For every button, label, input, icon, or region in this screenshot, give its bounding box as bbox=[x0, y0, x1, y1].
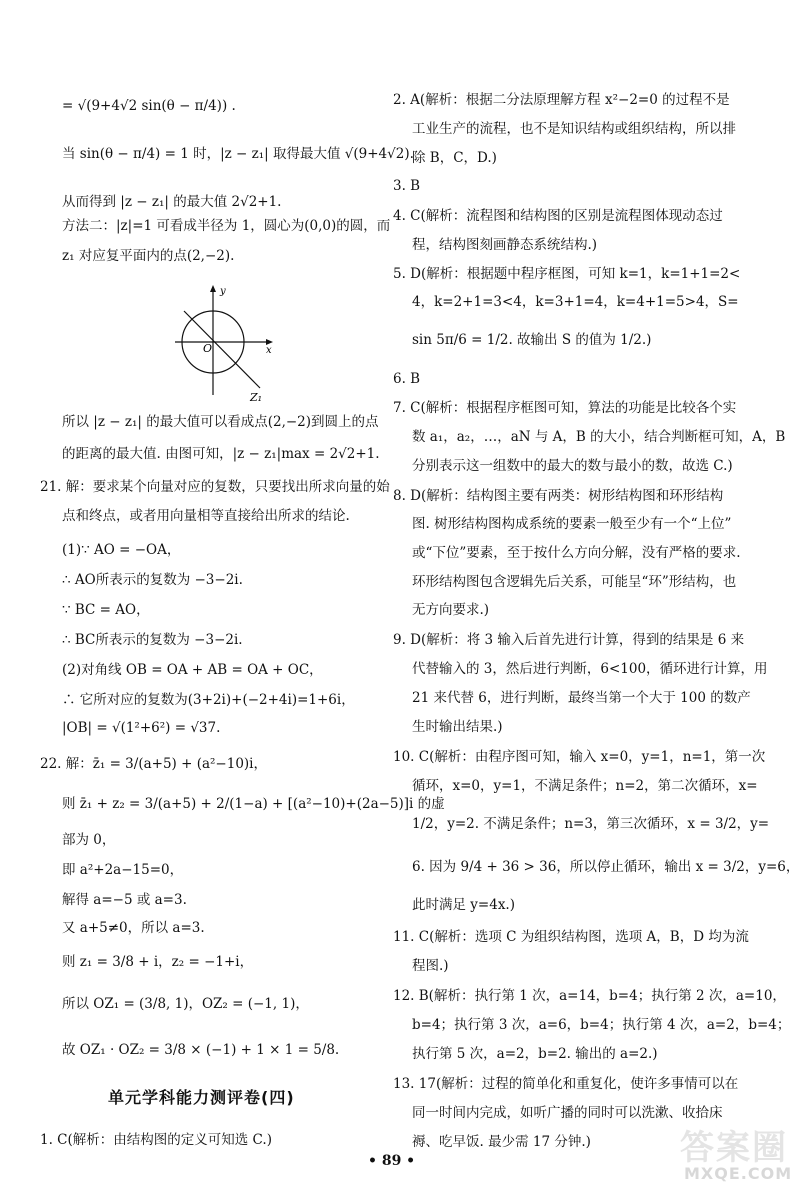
text-line: 从而得到 |z − z₁| 的最大值 2√2+1. bbox=[62, 194, 282, 210]
text-line: 生时输出结果.) bbox=[412, 719, 503, 735]
diagonal-line bbox=[184, 311, 260, 388]
answer-item-11: 11. C(解析：选项 C 为组织结构图，选项 A，B，D 均为流 bbox=[393, 929, 749, 945]
answer-item-8: 8. D(解析：结构图主要有两类：树形结构图和环形结构 bbox=[393, 488, 724, 504]
answer-item-5: 5. D(解析：根据题中程序框图，可知 k=1，k=1+1=2< bbox=[393, 266, 741, 282]
text-line: 循环，x=0，y=1，不满足条件；n=2，第二次循环，x= bbox=[412, 778, 758, 794]
text-line: 程图.) bbox=[412, 958, 449, 974]
text-line: 代替输入的 3，然后进行判断，6<100，循环进行计算，用 bbox=[412, 661, 768, 677]
text-line: 6. 因为 9/4 + 36 > 36，所以停止循环，输出 x = 3/2，y=6， bbox=[412, 859, 800, 875]
text-line: ∴ BC所表示的复数为 −3−2i. bbox=[62, 632, 243, 648]
text-line: 的距离的最大值. 由图可知，|z − z₁|max = 2√2+1. bbox=[62, 446, 380, 462]
text-line: 程，结构图刻画静态系统结构.) bbox=[412, 237, 598, 253]
text-line: (1)∵ AO = −OA， bbox=[62, 542, 181, 558]
text-line: (2)对角线 OB = OA + AB = OA + OC， bbox=[62, 662, 323, 678]
text-line: 即 a²+2a−15=0， bbox=[62, 862, 184, 878]
text-line: 4，k=2+1=3<4，k=3+1=4，k=4+1=5>4，S= bbox=[412, 294, 739, 310]
text-line: 解得 a=−5 或 a=3. bbox=[62, 892, 187, 908]
problem-22-heading: 22. 解：z̄₁ = 3/(a+5) + (a²−10)i， bbox=[40, 756, 267, 772]
text-line: 所以 OZ₁ = (3/8, 1)，OZ₂ = (−1, 1)， bbox=[62, 996, 309, 1012]
text-line: ∵ BC = AO， bbox=[62, 602, 150, 618]
text-line: 故 OZ₁ · OZ₂ = 3/8 × (−1) + 1 × 1 = 5/8. bbox=[62, 1042, 340, 1058]
answer-item-13: 13. 17(解析：过程的简单化和重复化，使许多事情可以在 bbox=[393, 1076, 739, 1092]
answer-item-10: 10. C(解析：由程序图可知，输入 x=0，y=1，n=1，第一次 bbox=[393, 749, 766, 765]
x-axis-label: x bbox=[266, 345, 272, 356]
text-line: = √(9+4√2 sin(θ − π/4)) . bbox=[62, 98, 236, 114]
text-line: 无方向要求.) bbox=[412, 602, 490, 618]
text-line: 点和终点，或者用向量相等直接给出所求的结论. bbox=[62, 508, 350, 524]
answer-item-6: 6. B bbox=[393, 371, 421, 387]
answer-item-7: 7. C(解析：根据程序框图可知，算法的功能是比较各个实 bbox=[393, 400, 737, 416]
text-line: 环形结构图包含逻辑先后关系，可能呈“环”形结构，也 bbox=[412, 574, 737, 590]
text-line: 方法二：|z|=1 可看成半径为 1，圆心为(0,0)的圆，而 bbox=[62, 218, 391, 234]
answer-item-4: 4. C(解析：流程图和结构图的区别是流程图体现动态过 bbox=[393, 208, 723, 224]
complex-plane-figure bbox=[170, 285, 290, 405]
text-line: 或“下位”要素，至于按什么方向分解，没有严格的要求. bbox=[412, 545, 741, 561]
answer-item-3: 3. B bbox=[393, 178, 421, 194]
text-line: 除 B，C，D.) bbox=[412, 150, 497, 166]
text-line: ∴ AO所表示的复数为 −3−2i. bbox=[62, 572, 243, 588]
text-line: 褥、吃早饭. 最少需 17 分钟.) bbox=[412, 1134, 591, 1150]
text-line: 同一时间内完成，如听广播的同时可以洗漱、收拾床 bbox=[412, 1105, 723, 1121]
y-axis-arrow-icon bbox=[210, 285, 216, 292]
text-line: 则 z̄₁ + z₂ = 3/(a+5) + 2/(1−a) + [(a²−10)+(2a−5)]i 的虚 bbox=[62, 796, 445, 812]
text-line: 执行第 5 次，a=2，b=2. 输出的 a=2.) bbox=[412, 1046, 658, 1062]
answer-item-12: 12. B(解析：执行第 1 次，a=14，b=4；执行第 2 次，a=10， bbox=[393, 988, 786, 1004]
text-line: 数 a₁，a₂，…，aN 与 A，B 的大小，结合判断框可知，A，B bbox=[412, 429, 786, 445]
point-z1-label: Z₁ bbox=[250, 391, 263, 404]
answer-item-2: 2. A(解析：根据二分法原理解方程 x²−2=0 的过程不是 bbox=[393, 92, 730, 108]
text-line: 1/2，y=2. 不满足条件；n=3，第三次循环，x = 3/2，y= bbox=[412, 816, 770, 832]
section-heading: 单元学科能力测评卷(四) bbox=[108, 1088, 295, 1107]
watermark bbox=[680, 1120, 793, 1190]
y-axis-label: y bbox=[220, 286, 226, 297]
text-line: 所以 |z − z₁| 的最大值可以看成点(2,−2)到圆上的点 bbox=[62, 414, 379, 430]
problem-21-heading: 21. 解：要求某个向量对应的复数，只要找出所求向量的始 bbox=[40, 479, 390, 495]
text-line: 部为 0， bbox=[62, 832, 116, 848]
text-line: z₁ 对应复平面内的点(2,−2). bbox=[62, 248, 235, 264]
watermark-url: MXQE.COM bbox=[684, 1164, 793, 1183]
text-line: sin 5π/6 = 1/2. 故输出 S 的值为 1/2.) bbox=[412, 332, 652, 348]
origin-label: O bbox=[203, 342, 213, 355]
answer-item-1: 1. C(解析：由结构图的定义可知选 C.) bbox=[40, 1132, 272, 1148]
text-line: 则 z₁ = 3/8 + i，z₂ = −1+i， bbox=[62, 954, 254, 970]
text-line: |OB| = √(1²+6²) = √37. bbox=[62, 720, 221, 736]
page-number: • 89 • bbox=[368, 1153, 416, 1169]
text-line: 又 a+5≠0，所以 a=3. bbox=[62, 920, 205, 936]
text-line: 工业生产的流程，也不是知识结构或组织结构，所以排 bbox=[412, 121, 736, 137]
text-line: 21 来代替 6，进行判断，最终当第一个大于 100 的数产 bbox=[412, 690, 751, 706]
text-line: 图. 树形结构图构成系统的要素一般至少有一个“上位” bbox=[412, 516, 732, 532]
text-line: b=4；执行第 3 次，a=6，b=4；执行第 4 次，a=2，b=4； bbox=[412, 1017, 791, 1033]
text-line: 此时满足 y=4x.) bbox=[412, 897, 515, 913]
text-line: 分别表示这一组数中的最大的数与最小的数，故选 C.) bbox=[412, 458, 733, 474]
text-line: ∴ 它所对应的复数为(3+2i)+(−2+4i)=1+6i， bbox=[62, 692, 355, 708]
watermark-logo: 答案圈 bbox=[680, 1128, 788, 1168]
text-line: 当 sin(θ − π/4) = 1 时，|z − z₁| 取得最大值 √(9+4√2). bbox=[62, 146, 414, 162]
answer-item-9: 9. D(解析：将 3 输入后首先进行计算，得到的结果是 6 来 bbox=[393, 632, 745, 648]
